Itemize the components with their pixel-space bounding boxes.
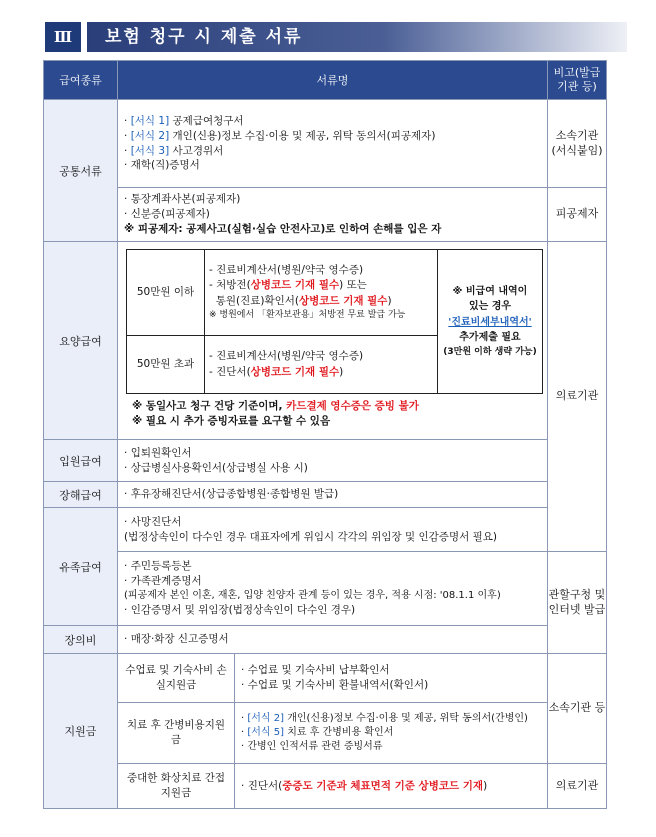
category-medical: 요양급여 <box>44 242 118 440</box>
category-disability: 장해급여 <box>44 482 118 508</box>
category-support: 지원금 <box>44 654 118 809</box>
survivor-row-2 <box>44 552 607 626</box>
under-50-row <box>127 250 543 336</box>
funeral-row <box>44 626 607 654</box>
non-covered-side-note: ※ 비급여 내역이 있는 경우 '진료비세부내역서' 추가제출 필요 (3만원 이하 생략 가능) <box>438 250 543 394</box>
inpatient-row <box>44 440 607 482</box>
list-item-detail: (법정상속인이 다수인 경우 대표자에게 위임시 각각의 위임장 및 인감증명서 필요) <box>124 530 497 543</box>
medical-row <box>44 242 607 440</box>
care-cost-label: 치료 후 간병비용지원금 <box>118 703 235 763</box>
list-item: · [서식 2] 개인(신용)정보 수집·이용 및 제공, 위탁 동의서(간병인) <box>241 712 528 724</box>
list-item: · [서식 5] 치료 후 간병비용 확인서 <box>241 726 394 738</box>
list-item: · 인감증명서 및 위임장(법정상속인이 다수인 경우) <box>124 604 356 617</box>
list-item: - 처방전(상병코드 기재 필수) 또는 <box>209 279 367 292</box>
category-common: 공통서류 <box>44 100 118 242</box>
list-item: · 주민등록등본 <box>124 560 192 573</box>
over-50-label: 50만원 초과 <box>127 336 205 394</box>
list-item: - 진료비계산서(병원/약국 영수증) <box>209 264 364 277</box>
tuition-loss-label: 수업료 및 기숙사비 손실지원금 <box>118 654 235 702</box>
category-survivor: 유족급여 <box>44 508 118 626</box>
medical-inner-table <box>126 249 543 394</box>
burn-treatment-label: 중대한 화상치료 간접지원금 <box>118 764 235 808</box>
table-header-row <box>44 61 607 100</box>
category-inpatient: 입원급여 <box>44 440 118 482</box>
list-item: - 진료비계산서(병원/약국 영수증) <box>209 349 364 362</box>
support-row-1 <box>44 654 607 703</box>
support-row-3 <box>44 764 607 809</box>
note-medical: 의료기관 <box>548 242 607 552</box>
common-docs-list-2 <box>118 188 547 241</box>
header-note: 비고(발급 기관 등) <box>548 61 607 100</box>
list-item: · [서식 3] 사고경위서 <box>124 144 224 157</box>
note-support: 소속기관 등 <box>548 654 607 764</box>
common-row-1 <box>44 100 607 188</box>
note-common-2: 피공제자 <box>548 188 607 242</box>
list-item: · 입퇴원확인서 <box>124 446 192 459</box>
list-item: · 후유장해진단서(상급종합병원·종합병원 발급) <box>124 488 339 501</box>
section-header <box>45 22 627 52</box>
list-item: · 수업료 및 기숙사비 환불내역서(확인서) <box>241 679 429 691</box>
survivor-row-1 <box>44 508 607 552</box>
list-item: · 진단서(중증도 기준과 체표면적 기준 상병코드 기재) <box>241 779 488 792</box>
medical-warnings: ※ 동일사고 청구 건당 기준이며, 카드결제 영수증은 증빙 불가 ※ 필요 시 추가 증빙자료를 요구할 수 있음 <box>132 400 419 428</box>
note-survivor: 관할구청 및 인터넷 발급 <box>548 552 607 654</box>
section-title: 보험 청구 시 제출 서류 <box>87 22 627 52</box>
list-item: · 가족관계증명서 <box>124 574 202 587</box>
list-item: · 통장계좌사본(피공제자) <box>124 193 241 206</box>
common-docs-list-1 <box>118 110 547 178</box>
documents-table <box>43 60 607 809</box>
support-row-2 <box>44 703 607 764</box>
list-item: · 신분증(피공제자) <box>124 208 210 221</box>
common-row-2 <box>44 188 607 242</box>
header-category: 급여종류 <box>44 61 118 100</box>
common-warning: ※ 피공제자: 공제사고(실험·실습 안전사고)로 인하여 손해를 입은 자 <box>124 222 442 235</box>
list-item: · [서식 2] 개인(신용)정보 수집·이용 및 제공, 위탁 동의서(피공제자) <box>124 129 436 142</box>
list-item: · 사망진단서 <box>124 515 182 528</box>
note-support-burn: 의료기관 <box>548 764 607 809</box>
section-number: Ⅲ <box>45 22 81 52</box>
list-item: · 수업료 및 기숙사비 납부확인서 <box>241 664 390 677</box>
list-item: · 매장·화장 신고증명서 <box>124 633 229 646</box>
list-item-detail: (피공제자 본인 이혼, 재혼, 입양 친양자 관계 등이 있는 경우, 적용 시점: '08.1.1 이후) <box>124 589 501 601</box>
detail-statement-link: '진료비세부내역서' <box>448 316 532 328</box>
list-item: 통원(진료)확인서(상병코드 기재 필수) <box>215 294 392 307</box>
disability-row <box>44 482 607 508</box>
under-50-note: ※ 병원에서 「환자보관용」처방전 무료 발급 가능 <box>209 309 406 320</box>
under-50-label: 50만원 이하 <box>127 250 205 336</box>
list-item: · 재학(직)증명서 <box>124 159 200 172</box>
list-item: · [서식 1] 공제급여청구서 <box>124 114 244 127</box>
list-item: - 진단서(상병코드 기재 필수) <box>209 365 344 378</box>
category-funeral: 장의비 <box>44 626 118 654</box>
list-item: · 간병인 인적서류 관련 증빙서류 <box>241 741 383 753</box>
note-common-1: 소속기관 (서식붙임) <box>548 100 607 188</box>
list-item: · 상급병실사용확인서(상급병실 사용 시) <box>124 461 308 474</box>
header-docs: 서류명 <box>118 61 548 100</box>
